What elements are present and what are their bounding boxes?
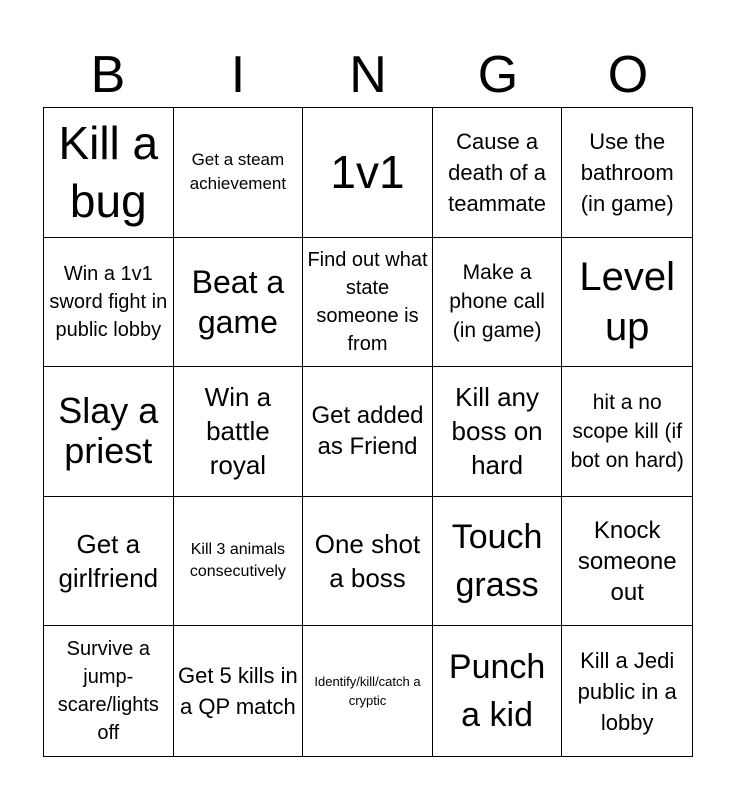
bingo-cell[interactable]: Punch a kid bbox=[433, 626, 563, 756]
bingo-cell[interactable]: Kill any boss on hard bbox=[433, 367, 563, 497]
header-letter-i: I bbox=[230, 46, 246, 104]
header-letter-g: G bbox=[477, 46, 519, 104]
bingo-cell[interactable]: Make a phone call (in game) bbox=[433, 238, 563, 368]
bingo-cell[interactable]: Win a 1v1 sword fight in public lobby bbox=[44, 238, 174, 368]
bingo-cell[interactable]: Cause a death of a teammate bbox=[433, 108, 563, 238]
bingo-cell[interactable]: Kill a Jedi public in a lobby bbox=[577, 647, 677, 735]
bingo-cell[interactable]: Level up bbox=[562, 238, 692, 368]
bingo-cell[interactable]: Kill a bug bbox=[44, 108, 174, 238]
bingo-cell[interactable]: Win a battle royal bbox=[174, 367, 304, 497]
bingo-cell[interactable]: Beat a game bbox=[174, 238, 304, 368]
bingo-cell[interactable]: Find out what state someone is from bbox=[303, 238, 433, 368]
bingo-cell[interactable]: One shot a boss bbox=[303, 497, 433, 627]
bingo-cell[interactable]: Touch grass bbox=[433, 497, 563, 627]
bingo-grid bbox=[43, 107, 693, 757]
header-letter-o: O bbox=[607, 46, 649, 104]
header-letter-b: B bbox=[90, 46, 126, 104]
bingo-cell[interactable]: Get a girlfriend bbox=[44, 497, 174, 627]
bingo-cell[interactable]: Get 5 kills in a QP match bbox=[174, 626, 304, 756]
bingo-header bbox=[43, 42, 693, 108]
header-letter-n: N bbox=[349, 46, 387, 104]
bingo-cell[interactable]: Get added as Friend bbox=[303, 367, 433, 497]
bingo-cell[interactable]: Identify/kill/catch a cryptic bbox=[303, 626, 433, 756]
bingo-cell[interactable]: Knock someone out bbox=[562, 497, 692, 627]
bingo-cell[interactable]: Survive a jump-scare/lights off bbox=[44, 626, 174, 756]
bingo-cell[interactable]: Use the bathroom (in game) bbox=[562, 108, 692, 238]
bingo-cell[interactable]: Get a steam achievement bbox=[174, 108, 304, 238]
bingo-cell[interactable]: 1v1 bbox=[303, 108, 433, 238]
bingo-cell[interactable]: Kill 3 animals consecutively bbox=[174, 497, 304, 627]
bingo-cell[interactable]: hit a no scope kill (if bot on hard) bbox=[562, 367, 692, 497]
bingo-cell[interactable]: Slay a priest bbox=[44, 367, 174, 497]
